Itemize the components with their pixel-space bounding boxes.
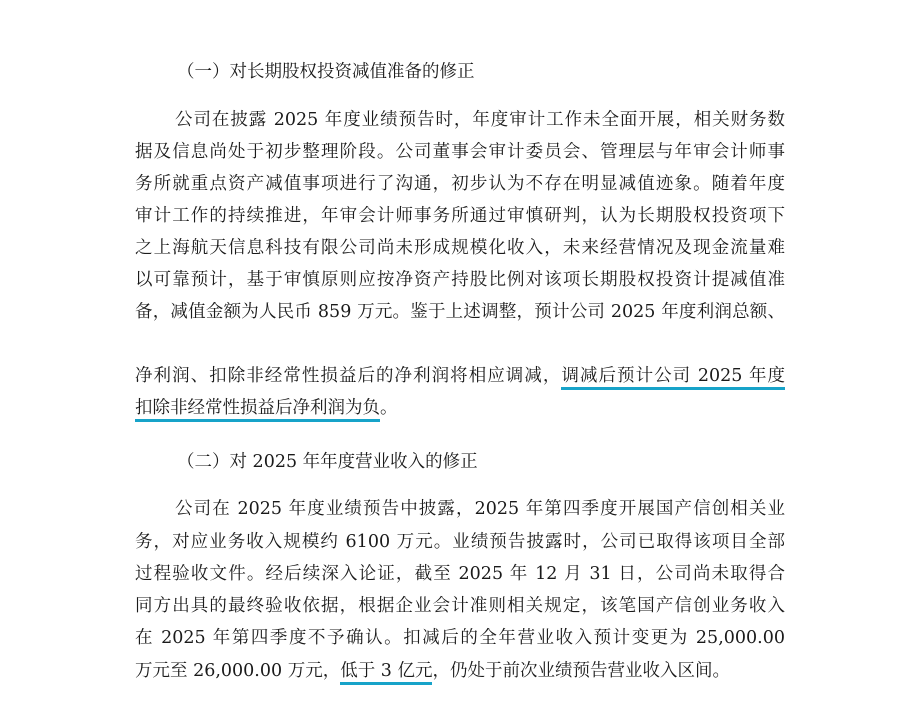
section1-line-9 — [135, 364, 785, 388]
line8-plain-text: 净利润、扣除非经常性损益后的净利润将相应调减， — [135, 366, 562, 386]
section1-line-10 — [135, 396, 785, 420]
highlight-underline-3: 低于 3 亿元 — [340, 661, 432, 685]
highlight-underline-2: 扣除非经常性损益后净利润为负 — [135, 398, 380, 422]
section2-line-6 — [135, 659, 785, 683]
highlight-underline-1: 调减后预计公司 2025 年度 — [561, 366, 785, 390]
section1-line-5: 之上海航天信息科技有限公司尚未形成规模化收入，未来经营情况及现金流量难 — [135, 238, 785, 258]
line9-tail-text: 。 — [380, 398, 398, 418]
section2-line-1: 公司在 2025 年度业绩预告中披露，2025 年第四季度开展国产信创相关业 — [175, 499, 785, 519]
section1-line-1: 公司在披露 2025 年度业绩预告时，年度审计工作未全面开展，相关财务数 — [175, 110, 785, 130]
section1-heading: （一）对长期股权投资减值准备的修正 — [177, 62, 475, 82]
section1-line-3: 务所就重点资产减值事项进行了沟通，初步认为不存在明显减值迹象。随着年度 — [135, 174, 785, 194]
section2-heading: （二）对 2025 年年度营业收入的修正 — [177, 452, 478, 472]
section1-line-4: 审计工作的持续推进，年审会计师事务所通过审慎研判，认为长期股权投资项下 — [135, 206, 785, 226]
section1-line-2: 据及信息尚处于初步整理阶段。公司董事会审计委员会、管理层与年审会计师事 — [135, 142, 785, 162]
line6-tail-text: ，仍处于前次业绩预告营业收入区间。 — [432, 661, 730, 681]
section2-line-5: 在 2025 年第四季度不予确认。扣减后的全年营业收入预计变更为 25,000.00 — [135, 628, 785, 648]
line6-plain-text: 万元至 26,000.00 万元， — [135, 661, 341, 681]
section2-line-2: 务，对应业务收入规模约 6100 万元。业绩预告披露时，公司已取得该项目全部 — [135, 532, 785, 552]
section1-line-6: 以可靠预计，基于审慎原则应按净资产持股比例对该项长期股权投资计提减值准 — [135, 270, 785, 290]
section2-line-4: 同方出具的最终验收依据，根据企业会计准则相关规定，该笔国产信创业务收入 — [135, 596, 785, 616]
section2-line-3: 过程验收文件。经后续深入论证，截至 2025 年 12 月 31 日，公司尚未取得合 — [135, 564, 785, 584]
section1-line-7: 备，减值金额为人民币 859 万元。鉴于上述调整，预计公司 2025 年度利润总额、 — [135, 302, 785, 322]
